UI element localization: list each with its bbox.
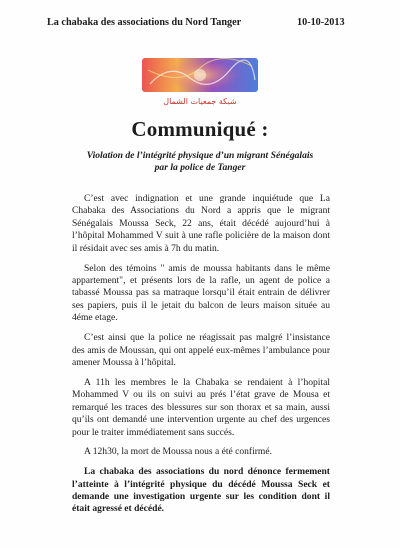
logo-arabic-text: شبكة جمعيات الشمال — [163, 97, 237, 106]
paragraph: C’est ainsi que la police ne réagissait pas malgré l’insistance des amis de Moussan, qui ont appelé eux-mêmes l’ambulance pour amener Moussa à l’hôpital. — [72, 332, 330, 369]
paragraph: A 12h30, la mort de Moussa nous a été confirmé. — [84, 446, 272, 458]
page-title: Communiqué : — [131, 117, 269, 141]
chabaka-logo — [140, 56, 260, 108]
paragraph: A 11h les membres le la Chabaka se rendaient à l’hopital Mohammed V ou ils on suivi au prés l’état grave de Mousa et remarqué les traces des blessures sur son thorax et sa main, aussi qu’ils ont demandé une intervention urgente au chef des urgences pour le traiter immédiatement sans succés. — [72, 376, 330, 438]
organization-name: La chabaka des associations du Nord Tanger — [47, 17, 242, 28]
page-subtitle: Violation de l’intégrité physique d’un migrant Sénégalais par la police de Tanger — [86, 150, 314, 173]
paragraph: Selon des témoins " amis de moussa habitants dans le même appartement", et présents lors de la rafle, un agent de police a tabassé Moussa pas sa matraque lorsqu’il était entrain de délivrer ses papiers, puis il le jetait du balcon de leurs maison située au 4éme etage. — [72, 262, 330, 324]
communique-body — [72, 193, 330, 523]
paragraph: C’est avec indignation et une grande inquiétude que La Chabaka des Associations du Nord a appris que le migrant Sénégalais Moussa Seck, 22 ans, était décédé aujourd’hui à l’hôpital Mohammed V suit à une rafle policière de la maison dont il résidait avec ses amis à 7h du matin. — [72, 193, 330, 254]
closing-statement: La chabaka des associations du nord dénonce fermement l’atteinte à l’intégrité physique du décédé Moussa Seck et demande une investigation urgente sur les condition dont il était agressé et décédé. — [72, 466, 330, 515]
document-date: 10-10-2013 — [297, 17, 345, 28]
